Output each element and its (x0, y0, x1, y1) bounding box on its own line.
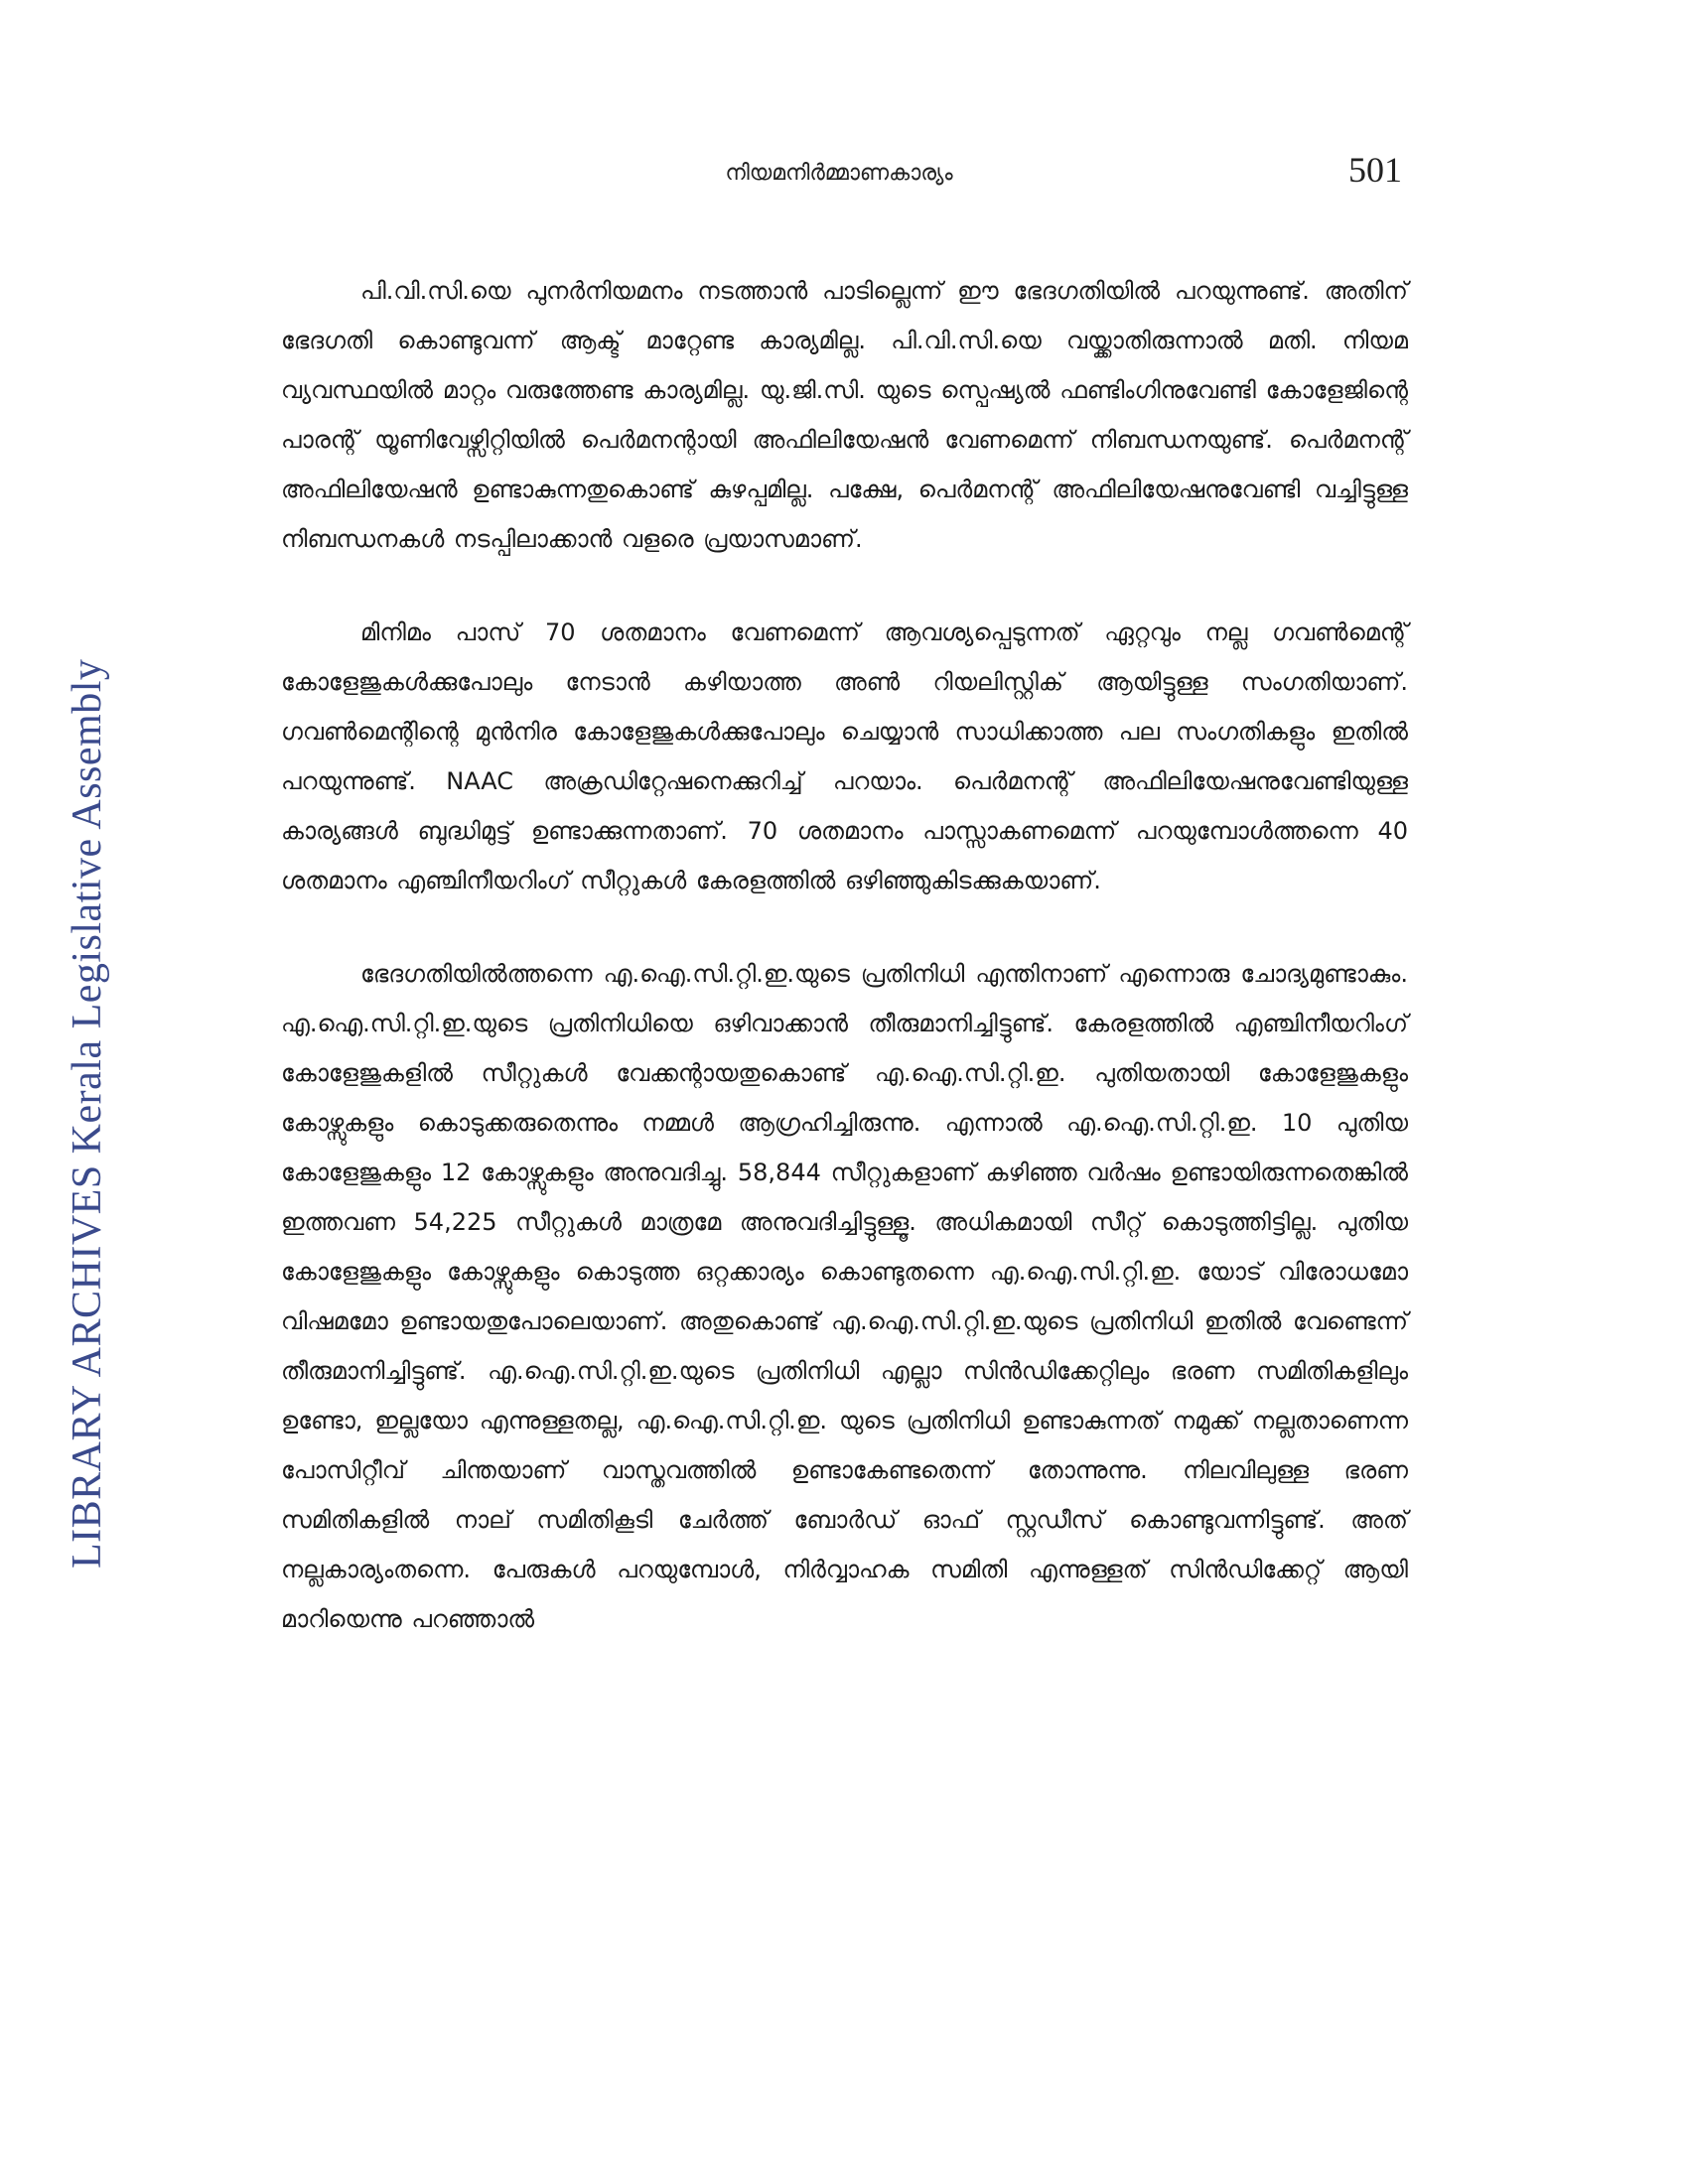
running-header (268, 149, 1410, 208)
paragraph-3: ഭേദഗതിയിൽത്തന്നെ എ.ഐ.സി.റ്റി.ഇ.യുടെ പ്രതിനിധി എന്തിനാണ് എന്നൊരു ചോദ്യമുണ്ടാകും. എ.ഐ.സി.റ്റി.ഇ.യുടെ പ്രതിനിധിയെ ഒഴിവാക്കാൻ തീരുമാനിച്ചിട്ടുണ്ട്. കേരളത്തിൽ എഞ്ചിനീയറിംഗ് കോളേജുകളിൽ സീറ്റുകൾ വേക്കന്റായതുകൊണ്ട് എ.ഐ.സി.റ്റി.ഇ. പുതിയതായി കോളേജുകളും കോഴ്സുകളും കൊടുക്കരുതെന്നും നമ്മൾ ആഗ്രഹിച്ചിരുന്നു. എന്നാൽ എ.ഐ.സി.റ്റി.ഇ. 10 പുതിയ കോളേജുകളും 12 കോഴ്സുകളും അനുവദിച്ചു. 58,844 സീറ്റുകളാണ് കഴിഞ്ഞ വർഷം ഉണ്ടായിരുന്നതെങ്കിൽ ഇത്തവണ 54,225 സീറ്റുകൾ മാത്രമേ അനുവദിച്ചിട്ടുള്ളൂ. അധികമായി സീറ്റ് കൊടുത്തിട്ടില്ല. പുതിയ കോളേജുകളും കോഴ്സുകളും കൊടുത്ത ഒറ്റക്കാര്യം കൊണ്ടുതന്നെ എ.ഐ.സി.റ്റി.ഇ. യോട് വിരോധമോ വിഷമമോ ഉണ്ടായതുപോലെയാണ്. അതുകൊണ്ട് എ.ഐ.സി.റ്റി.ഇ.യുടെ പ്രതിനിധി ഇതിൽ വേണ്ടെന്ന് തീരുമാനിച്ചിട്ടുണ്ട്. എ.ഐ.സി.റ്റി.ഇ.യുടെ പ്രതിനിധി എല്ലാ സിൻഡിക്കേറ്റിലും ഭരണ സമിതികളിലും ഉണ്ടോ, ഇല്ലയോ എന്നുള്ളതല്ല, എ.ഐ.സി.റ്റി.ഇ. യുടെ പ്രതിനിധി ഉണ്ടാകുന്നത് നമുക്ക് നല്ലതാണെന്ന പോസിറ്റീവ് ചിന്തയാണ് വാസ്തവത്തിൽ ഉണ്ടാകേണ്ടതെന്ന് തോന്നുന്നു. നിലവിലുള്ള ഭരണ സമിതികളിൽ നാല് സമിതികൂടി ചേർത്ത് ബോർഡ് ഓഫ് സ്റ്റഡീസ് കൊണ്ടുവന്നിട്ടുണ്ട്. അത് നല്ലകാര്യംതന്നെ. പേരുകൾ പറയുമ്പോൾ, നിർവ്വാഹക സമിതി എന്നുള്ളത് സിൻഡിക്കേറ്റ് ആയി മാറിയെന്നു പറഞ്ഞാൽ (281, 960, 1408, 1633)
archive-watermark: LIBRARY ARCHIVES Kerala Legislative Assembly (65, 658, 110, 1569)
paragraph-2: മിനിമം പാസ് 70 ശതമാനം വേണമെന്ന് ആവശ്യപ്പെടുന്നത് ഏറ്റവും നല്ല ഗവൺമെന്റ് കോളേജുകൾക്കുപോലും നേടാൻ കഴിയാത്ത അൺ റിയലിസ്റ്റിക് ആയിട്ടുള്ള സംഗതിയാണ്. ഗവൺമെന്റിന്റെ മുൻനിര കോളേജുകൾക്കുപോലും ചെയ്യാൻ സാധിക്കാത്ത പല സംഗതികളും ഇതിൽ പറയുന്നുണ്ട്. NAAC അക്രഡിറ്റേഷനെക്കുറിച്ച് പറയാം. പെർമനന്റ് അഫിലിയേഷനുവേണ്ടിയുള്ള കാര്യങ്ങൾ ബുദ്ധിമുട്ട് ഉണ്ടാക്കുന്നതാണ്. 70 ശതമാനം പാസ്സാകണമെന്ന് പറയുമ്പോൾത്തന്നെ 40 ശതമാനം എഞ്ചിനീയറിംഗ് സീറ്റുകൾ കേരളത്തിൽ ഒഴിഞ്ഞുകിടക്കുകയാണ്. (281, 618, 1408, 894)
body-text (281, 266, 1408, 1688)
paragraph-1: പി.വി.സി.യെ പുനർനിയമനം നടത്താൻ പാടില്ലെന്ന് ഈ ഭേദഗതിയിൽ പറയുന്നുണ്ട്. അതിന് ഭേദഗതി കൊണ്ടുവന്ന് ആക്ട് മാറ്റേണ്ട കാര്യമില്ല. പി.വി.സി.യെ വയ്ക്കാതിരുന്നാൽ മതി. നിയമ വ്യവസ്ഥയിൽ മാറ്റം വരുത്തേണ്ട കാര്യമില്ല. യു.ജി.സി. യുടെ സ്പെഷ്യൽ ഫണ്ടിംഗിനുവേണ്ടി കോളേജിന്റെ പാരന്റ് യൂണിവേഴ്സിറ്റിയിൽ പെർമനന്റായി അഫിലിയേഷൻ വേണമെന്ന് നിബന്ധനയുണ്ട്. പെർമനന്റ് അഫിലിയേഷൻ ഉണ്ടാകുന്നതുകൊണ്ട് കുഴപ്പമില്ല. പക്ഷേ, പെർമനന്റ് അഫിലിയേഷനുവേണ്ടി വച്ചിട്ടുള്ള നിബന്ധനകൾ നടപ്പിലാക്കാൻ വളരെ പ്രയാസമാണ്. (281, 277, 1408, 553)
page-number: 501 (1348, 150, 1402, 190)
header-title: നിയമനിർമ്മാണകാര്യം (725, 161, 953, 186)
